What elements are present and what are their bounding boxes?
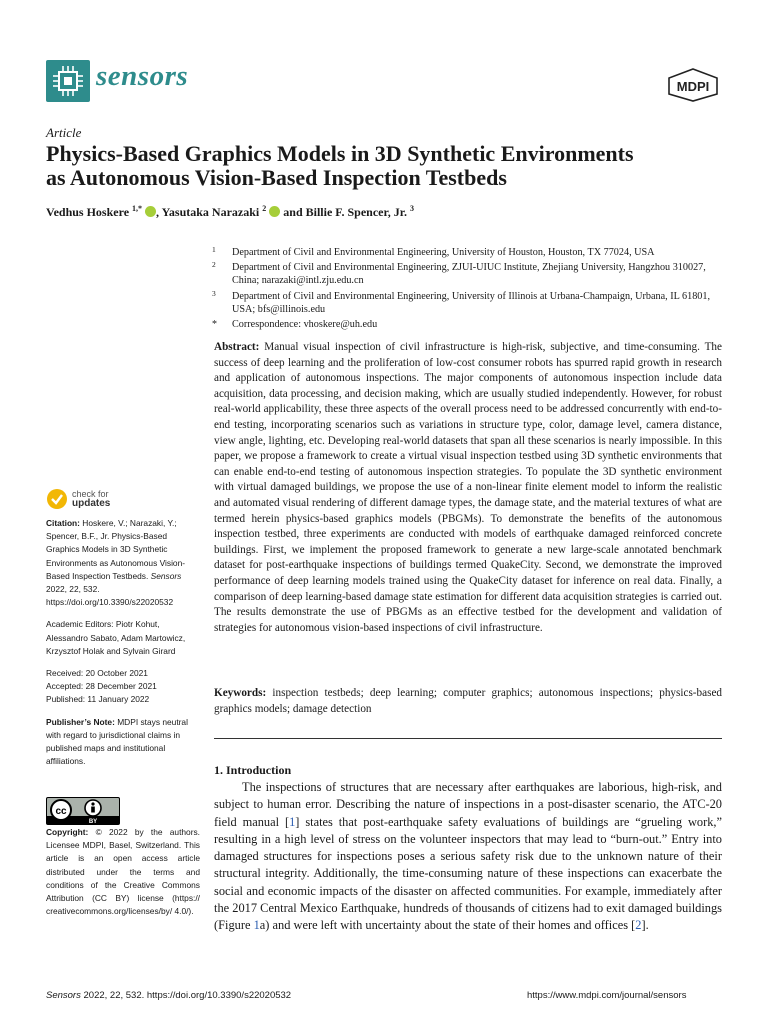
copyright-text: © 2022 by the authors. Licensee MDPI, Basel, Switzerland. This article is an open access article distributed under the terms and conditions of the Creative Commons Attribution (CC BY) license (https:// creativecommons.org/licenses/by/ 4.0/).	[46, 827, 201, 917]
affiliation-item	[212, 318, 722, 331]
keywords-label: Keywords:	[214, 687, 267, 699]
author-list	[46, 204, 414, 220]
editors-block: Academic Editors: Piotr Kohut, Alessandro Sabato, Adam Martowicz, Krzysztof Holak and Sylvain Girard	[46, 619, 186, 656]
affiliation-mark: 1	[212, 245, 216, 254]
article-type: Article	[46, 125, 82, 140]
keywords	[214, 686, 722, 717]
publisher-note-label: Publisher’s Note:	[46, 716, 115, 727]
affiliation-text: Department of Civil and Environmental Engineering, University of Illinois at Urbana-Champaign, Urbana, IL 61801, USA; bfs@illinois.edu	[232, 290, 711, 315]
title-line-1: Physics-Based Graphics Models in 3D Synthetic Environments	[46, 141, 634, 166]
author-superscript: 1,*	[132, 204, 143, 213]
affiliation-item	[212, 290, 722, 316]
check-for-updates-button[interactable]	[46, 488, 110, 510]
copyright-label: Copyright:	[46, 827, 89, 837]
cc-by-text: BY	[88, 819, 98, 824]
keywords-text: inspection testbeds; deep learning; computer graphics; autonomous inspections; physics-based graphics models; damage detection	[214, 687, 723, 715]
orcid-icon[interactable]	[269, 206, 280, 217]
author-name[interactable]: and Billie F. Spencer, Jr.	[280, 205, 407, 219]
intro-text: ].	[641, 918, 649, 933]
citation-text: Hoskere, V.; Narazaki, Y.; Spencer, B.F., Jr. Physics-Based Graphics Models in 3D Synthetic Environments as Autonomous Vision-Based Inspection Testbeds.	[46, 518, 186, 581]
intro-text: The inspections of structures that are necessary after earthquakes are laborious, high-risk, and subject to human error. Describing the nature of inspections in a post-disaster scenario, the ATC-20 field manual [	[214, 780, 722, 829]
footer-doi[interactable]: 2022, 22, 532. https://doi.org/10.3390/s22020532	[83, 990, 292, 1001]
article-title	[46, 142, 736, 190]
affiliation-text: Correspondence: vhoskere@uh.edu	[232, 319, 378, 331]
journal-name: sensors	[96, 60, 189, 92]
figure-link[interactable]: 1	[253, 918, 260, 933]
footer-citation	[46, 990, 291, 1001]
mdpi-logo-text: MDPI	[676, 79, 710, 94]
reference-link[interactable]: 2	[635, 918, 642, 933]
citation-journal: Sensors	[150, 570, 182, 581]
affiliation-text: Department of Civil and Environmental Engineering, University of Houston, Houston, TX 77024, USA	[232, 247, 655, 258]
orcid-icon[interactable]	[145, 206, 156, 217]
check-for-text: check for	[72, 489, 109, 499]
dates-block	[46, 667, 200, 707]
affiliation-mark: 3	[212, 288, 216, 298]
author-superscript: 3	[409, 204, 414, 213]
intro-text: ] states that post-earthquake safety evaluations of buildings are “grueling work,” resulting in a high level of stress on the volunteer inspectors that may lead to “burn-out.” Entry into damaged structures for inspections poses a serious safety risk due to the unknown nature of their structural integrity. Additionally, the time-consuming nature of these inspections can exacerbate the social and economic impacts of the disaster on affected communities. For example, immediately after the 2017 Central Mexico Earthquake, hundreds of thousands of citizens had to exit damaged buildings (Figure	[214, 814, 723, 933]
title-line-2: as Autonomous Vision-Based Inspection Testbeds	[46, 165, 507, 190]
author-name[interactable]: Vedhus Hoskere	[46, 205, 130, 219]
sensors-logo-icon	[46, 60, 90, 102]
published-date: Published: 11 January 2022	[46, 694, 150, 705]
cc-by-license-badge[interactable]	[46, 797, 120, 825]
accepted-date: Accepted: 28 December 2021	[46, 681, 157, 692]
author-superscript: 2	[262, 204, 267, 213]
citation-label: Citation:	[46, 518, 80, 528]
author-name[interactable]: , Yasutaka Narazaki	[156, 205, 260, 219]
intro-text: a) and were left with uncertainty about the state of their homes and offices [	[259, 918, 636, 933]
publisher-note-text: MDPI stays neutral with regard to jurisdictional claims in published maps and institutional affiliations.	[46, 716, 188, 767]
affiliation-mark: 2	[212, 260, 216, 270]
affiliation-item	[212, 261, 722, 287]
intro-paragraph	[214, 779, 722, 935]
mdpi-logo	[666, 68, 720, 107]
article-info-sidebar	[46, 517, 200, 777]
footer-journal: Sensors	[46, 990, 81, 1001]
section-divider	[214, 738, 722, 739]
citation-doi[interactable]: 2022, 22, 532. https://doi.org/10.3390/s22020532	[46, 584, 174, 608]
abstract	[214, 340, 722, 636]
affiliation-mark: *	[212, 319, 217, 331]
footer-journal-url[interactable]: https://www.mdpi.com/journal/sensors	[527, 990, 687, 1001]
updates-text: updates	[72, 498, 111, 509]
check-updates-icon	[46, 488, 68, 510]
copyright-notice	[46, 826, 200, 918]
reference-link[interactable]: 1	[289, 814, 296, 829]
received-date: Received: 20 October 2021	[46, 668, 148, 679]
affiliations	[212, 246, 722, 333]
affiliation-text: Department of Civil and Environmental Engineering, ZJUI-UIUC Institute, Zhejiang University, Hangzhou 310027, China; narazaki@intl.zju.edu.cn	[232, 262, 706, 287]
abstract-label: Abstract:	[214, 341, 260, 353]
cc-symbol: cc	[55, 806, 67, 817]
affiliation-item	[212, 246, 722, 259]
section-heading: 1. Introduction	[214, 763, 292, 777]
citation-block	[46, 517, 200, 609]
abstract-text: Manual visual inspection of civil infrastructure is high-risk, subjective, and time-consuming. The success of deep learning and the proliferation of low-cost consumer robots has spurred rapid growth in research and application of autonomous inspections. The major components of autonomous inspection include data acquisition, data processing, and decision making, which are usually studied independently. However, for robust real-world applicability, these three aspects of the overall process need to be addressed concurrently with end-to-end testing, incorporating scenarios such as variations in structure type, color, damage level, camera distance, view angle, lighting, etc. Developing real-world datasets that span all these scenarios is nearly impossible. In this paper, we propose a framework to create a virtual visual inspection testbed using 3D synthetic environments that can enable end-to-end testing of autonomous inspection strategies. To populate the 3D synthetic environment with virtual damaged buildings, we propose the use of a non-linear finite element model to inform the realistic and automated visual rendering of different damage types, the damage state, and the material textures of what are termed herein physics-based graphics models (PBGMs). To demonstrate the benefits of the autonomous inspection testbed, three experiments are conducted with models of earthquake damaged reinforced concrete buildings. First, we implement the proposed framework to generate a new large-scale annotated benchmark dataset for post-earthquake inspections of buildings termed QuakeCity. Second, we demonstrate the improved performance of deep learning models trained using the QuakeCity dataset for inference on real data. Finally, a comparison of deep learning-based damage state estimation for different data acquisition strategies is carried out. The results demonstrate the use of PBGMs as an effective testbed for the development and validation of strategies for autonomous vision-based inspections of civil infrastructure.	[214, 341, 722, 634]
publisher-note	[46, 716, 200, 769]
